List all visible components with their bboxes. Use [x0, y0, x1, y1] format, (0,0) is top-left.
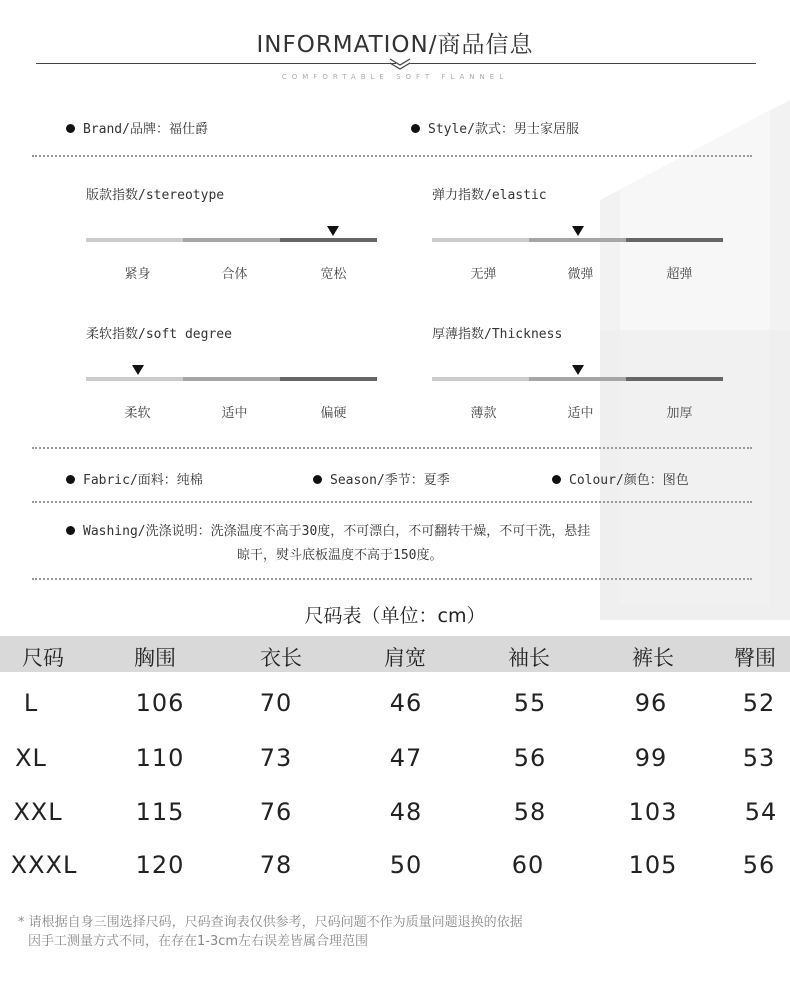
- fabric-text: Fabric/面料：纯棉: [83, 473, 203, 488]
- fabric-info: [66, 469, 203, 488]
- colour-info: [552, 469, 689, 488]
- brand-text: Brand/品牌：福仕爵: [83, 122, 208, 137]
- table-header-cell: 尺码: [22, 646, 64, 670]
- scale-thickness-title: 厚薄指数/Thickness: [432, 327, 563, 342]
- table-cell: 48: [389, 798, 423, 826]
- divider: [32, 501, 752, 503]
- scale-elastic-bar: [432, 238, 723, 242]
- page-subtitle: COMFORTABLE SOFT FLANNEL: [281, 73, 509, 81]
- table-cell: 115: [135, 798, 185, 826]
- bullet-icon: [552, 475, 561, 484]
- scale-label: 加厚: [666, 406, 693, 421]
- scale-soft-title: 柔软指数/soft degree: [86, 327, 232, 342]
- scale-label: 无弹: [470, 267, 497, 282]
- table-cell: 53: [742, 744, 776, 772]
- scale-elastic-title: 弹力指数/elastic: [432, 188, 547, 203]
- scale-label: 紧身: [124, 267, 151, 282]
- table-cell: 47: [389, 744, 423, 772]
- washing-info: [66, 520, 746, 568]
- scale-stereotype-title: 版款指数/stereotype: [86, 188, 225, 203]
- season-info: [313, 469, 450, 488]
- scale-elastic-marker: [572, 226, 584, 236]
- scale-label: 偏硬: [320, 406, 347, 421]
- table-cell: 120: [135, 851, 185, 879]
- scale-label: 柔软: [124, 406, 151, 421]
- bullet-icon: [313, 475, 322, 484]
- table-cell: 50: [389, 851, 423, 879]
- washing-text-line2: 晾干，熨斗底板温度不高于150度。: [237, 548, 443, 563]
- table-header-cell: 胸围: [134, 646, 176, 670]
- table-header-cell: 衣长: [260, 646, 302, 670]
- scale-stereotype-marker: [327, 226, 339, 236]
- size-table-title: 尺码表（单位：cm）: [304, 605, 486, 627]
- style-text: Style/款式：男士家居服: [428, 122, 579, 137]
- table-header-cell: 裤长: [632, 646, 674, 670]
- style-info: [411, 118, 579, 137]
- table-cell: 56: [742, 851, 776, 879]
- table-cell: 110: [135, 744, 185, 772]
- table-header-cell: 臀围: [734, 646, 776, 670]
- divider: [32, 447, 752, 449]
- page-title: INFORMATION/商品信息: [256, 32, 534, 58]
- scale-label: 超弹: [666, 267, 693, 282]
- table-cell: 73: [259, 744, 293, 772]
- table-cell: XXL: [13, 798, 63, 826]
- table-cell: 52: [742, 689, 776, 717]
- scale-stereotype-bar: [86, 238, 377, 242]
- bullet-icon: [66, 475, 75, 484]
- scale-soft-bar: [86, 377, 377, 381]
- table-cell: 60: [511, 851, 545, 879]
- title-divider-right: [410, 63, 756, 64]
- washing-text-line1: Washing/洗涤说明：洗涤温度不高于30度，不可漂白，不可翻转干燥，不可干洗，悬挂: [83, 524, 591, 539]
- table-cell: XXXL: [10, 851, 78, 879]
- table-cell: 46: [389, 689, 423, 717]
- table-cell: 105: [628, 851, 678, 879]
- table-cell: 106: [135, 689, 185, 717]
- title-divider-left: [36, 63, 396, 64]
- scale-label: 宽松: [320, 267, 347, 282]
- table-cell: 96: [634, 689, 668, 717]
- scale-label: 适中: [567, 406, 594, 421]
- size-note-line2: 因手工测量方式不同，在存在1-3cm左右误差皆属合理范围: [28, 934, 369, 949]
- scale-label: 薄款: [470, 406, 497, 421]
- bullet-icon: [66, 124, 75, 133]
- table-cell: 55: [513, 689, 547, 717]
- season-text: Season/季节：夏季: [330, 473, 450, 488]
- colour-text: Colour/颜色：图色: [569, 473, 689, 488]
- table-cell: 76: [259, 798, 293, 826]
- brand-info: [66, 118, 208, 137]
- table-cell: 99: [634, 744, 668, 772]
- divider: [32, 578, 752, 580]
- scale-label: 微弹: [567, 267, 594, 282]
- table-header-cell: 袖长: [508, 646, 550, 670]
- table-cell: 56: [513, 744, 547, 772]
- size-note: [18, 913, 523, 951]
- scale-thickness-marker: [572, 365, 584, 375]
- table-cell: 103: [628, 798, 678, 826]
- chevron-down-icon: [388, 57, 412, 71]
- scale-soft-marker: [132, 365, 144, 375]
- table-cell: XL: [15, 744, 47, 772]
- table-cell: 54: [744, 798, 778, 826]
- scale-label: 合体: [221, 267, 248, 282]
- scale-thickness-bar: [432, 377, 723, 381]
- bullet-icon: [411, 124, 420, 133]
- size-note-line1: * 请根据自身三围选择尺码，尺码查询表仅供参考，尺码问题不作为质量问题退换的依据: [18, 915, 523, 930]
- table-cell: 70: [259, 689, 293, 717]
- bullet-icon: [66, 526, 75, 535]
- divider: [32, 155, 752, 157]
- scale-label: 适中: [221, 406, 248, 421]
- table-cell: 58: [513, 798, 547, 826]
- table-cell: 78: [259, 851, 293, 879]
- table-header-cell: 肩宽: [384, 646, 426, 670]
- table-cell: L: [23, 689, 39, 717]
